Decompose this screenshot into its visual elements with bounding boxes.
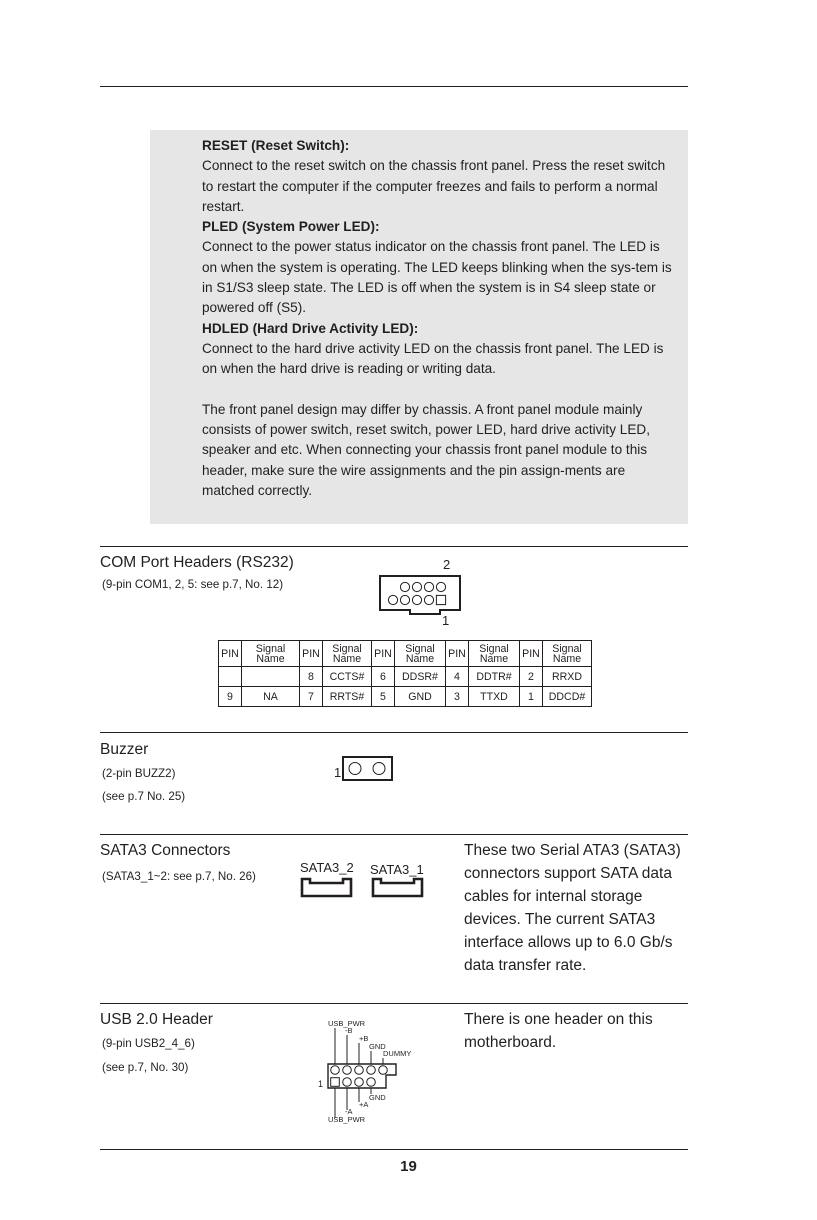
table-row bbox=[219, 667, 592, 687]
com-pin-2-label: 2 bbox=[443, 557, 451, 572]
usb-pin bbox=[343, 1078, 352, 1087]
usb-pin bbox=[355, 1078, 364, 1087]
com-pin bbox=[400, 595, 409, 604]
buzzer-pin bbox=[349, 763, 361, 775]
pin-header: PIN bbox=[520, 641, 543, 667]
table-cell: 2 bbox=[520, 667, 543, 687]
sata-description-line: data transfer rate. bbox=[464, 957, 587, 974]
com-section-subtitle: (9-pin COM1, 2, 5: see p.7, No. 12) bbox=[102, 578, 284, 591]
sata-connectors-diagram bbox=[296, 856, 436, 900]
table-cell: RRTS# bbox=[323, 687, 372, 707]
page-number: 19 bbox=[400, 1158, 417, 1175]
dummy-label: DUMMY bbox=[383, 1049, 412, 1058]
pled-title: PLED (System Power LED): bbox=[202, 219, 380, 235]
sata-description-line: connectors support SATA data bbox=[464, 865, 672, 882]
usb-section-rule bbox=[100, 1003, 688, 1004]
table-cell: GND bbox=[395, 687, 446, 707]
plus-a-label: +A bbox=[359, 1100, 369, 1109]
usb-subtitle-pins: (9-pin USB2_4_6) bbox=[102, 1037, 195, 1050]
usb-pin bbox=[367, 1078, 376, 1087]
buzzer-subtitle-pins: (2-pin BUZZ2) bbox=[102, 767, 176, 780]
top-rule bbox=[100, 86, 688, 87]
sata3-1-label: SATA3_1 bbox=[370, 862, 424, 877]
table-header-row bbox=[219, 641, 592, 667]
usb-subtitle-ref: (see p.7, No. 30) bbox=[102, 1061, 189, 1074]
com-pin-table bbox=[218, 640, 592, 707]
com-pin-1-square bbox=[436, 595, 445, 604]
buzzer-subtitle-ref: (see p.7 No. 25) bbox=[102, 790, 186, 803]
buzzer-pin bbox=[373, 763, 385, 775]
buzzer-section-rule bbox=[100, 732, 688, 733]
signal-header: Signal Name bbox=[469, 641, 520, 667]
table-cell: DDTR# bbox=[469, 667, 520, 687]
front-panel-text bbox=[202, 136, 672, 501]
usb-header-diagram bbox=[316, 1014, 426, 1126]
com-pin bbox=[388, 595, 397, 604]
table-cell: NA bbox=[242, 687, 300, 707]
signal-header: Signal Name bbox=[242, 641, 300, 667]
buzzer-pin-1-label: 1 bbox=[334, 765, 342, 780]
buzzer-section-title: Buzzer bbox=[100, 741, 149, 758]
usb-pin bbox=[343, 1066, 352, 1075]
com-header-diagram bbox=[370, 555, 470, 627]
com-pin bbox=[412, 582, 421, 591]
minus-b-label: -B bbox=[345, 1026, 353, 1035]
table-cell bbox=[242, 667, 300, 687]
com-pin bbox=[412, 595, 421, 604]
sata-section-title: SATA3 Connectors bbox=[100, 842, 231, 859]
table-cell: 7 bbox=[300, 687, 323, 707]
table-row bbox=[219, 687, 592, 707]
com-pin-1-label: 1 bbox=[442, 613, 450, 627]
table-cell: 3 bbox=[446, 687, 469, 707]
paragraph-gap bbox=[202, 380, 672, 400]
table-cell: DDSR# bbox=[395, 667, 446, 687]
sata3-2-connector bbox=[302, 879, 351, 896]
sata-description-line: cables for internal storage bbox=[464, 888, 643, 905]
table-cell: 4 bbox=[446, 667, 469, 687]
reset-description: Connect to the reset switch on the chassis front panel. Press the reset switch to restart the computer if the computer freezes and fails to perform a normal restart. bbox=[202, 158, 666, 214]
table-cell: 1 bbox=[520, 687, 543, 707]
usb-pin bbox=[379, 1066, 388, 1075]
table-cell: DDCD# bbox=[543, 687, 592, 707]
com-section-rule bbox=[100, 546, 688, 547]
hdled-description: Connect to the hard drive activity LED on the chassis front panel. The LED is on when the hard drive is reading or writing data. bbox=[202, 340, 664, 377]
reset-title: RESET (Reset Switch): bbox=[202, 138, 350, 153]
sata-description bbox=[464, 839, 694, 977]
sata3-1-connector bbox=[373, 879, 422, 896]
front-panel-design-note: The front panel design may differ by chassis. A front panel module mainly consists of power switch, reset switch, power LED, hard drive activity LED, speaker and etc. When connecting your chassis front panel module to this header, make sure the wire assignments and the pin assign-ments are matched correctly. bbox=[202, 401, 651, 499]
usb-pin-1-label: 1 bbox=[318, 1079, 324, 1089]
sata3-2-label: SATA3_2 bbox=[300, 860, 354, 875]
pin-header: PIN bbox=[300, 641, 323, 667]
usb-pin-1-square bbox=[331, 1078, 340, 1087]
pled-description: Connect to the power status indicator on the chassis front panel. The LED is on when the system is operating. The LED keeps blinking when the sys-tem is in S1/S3 sleep state. The LED is off when the system is in S4 sleep state or powered off (S5). bbox=[202, 239, 672, 316]
com-pin bbox=[424, 595, 433, 604]
table-cell: TTXD bbox=[469, 687, 520, 707]
usb-pwr-top-label: USB_PWR bbox=[328, 1019, 366, 1028]
table-cell: 8 bbox=[300, 667, 323, 687]
signal-header: Signal Name bbox=[323, 641, 372, 667]
table-cell: 5 bbox=[372, 687, 395, 707]
pin-header: PIN bbox=[446, 641, 469, 667]
gnd-top-label: GND bbox=[369, 1042, 386, 1051]
usb-description-line: There is one header on this bbox=[464, 1011, 653, 1028]
table-cell: RRXD bbox=[543, 667, 592, 687]
com-pin bbox=[436, 582, 445, 591]
usb-description-line: motherboard. bbox=[464, 1034, 557, 1051]
pin-header: PIN bbox=[372, 641, 395, 667]
minus-a-label: -A bbox=[345, 1107, 353, 1116]
com-section-title: COM Port Headers (RS232) bbox=[100, 554, 294, 571]
pin-header: PIN bbox=[219, 641, 242, 667]
sata-section-rule bbox=[100, 834, 688, 835]
hdled-title: HDLED (Hard Drive Activity LED): bbox=[202, 320, 419, 336]
table-cell: 6 bbox=[372, 667, 395, 687]
table-cell bbox=[219, 667, 242, 687]
usb-pwr-bottom-label: USB_PWR bbox=[328, 1115, 366, 1124]
usb-pin bbox=[331, 1066, 340, 1075]
signal-header: Signal Name bbox=[543, 641, 592, 667]
buzzer-header-diagram bbox=[330, 754, 396, 784]
sata-description-line: devices. The current SATA3 bbox=[464, 911, 656, 928]
usb-section-title: USB 2.0 Header bbox=[100, 1011, 213, 1028]
sata-description-line: These two Serial ATA3 (SATA3) bbox=[464, 842, 681, 859]
sata-section-subtitle: (SATA3_1~2: see p.7, No. 26) bbox=[102, 870, 256, 883]
com-pin bbox=[400, 582, 409, 591]
plus-b-label: +B bbox=[359, 1034, 369, 1043]
usb-pin bbox=[355, 1066, 364, 1075]
bottom-rule bbox=[100, 1149, 688, 1150]
usb-description bbox=[464, 1008, 694, 1054]
com-pin bbox=[424, 582, 433, 591]
table-cell: CCTS# bbox=[323, 667, 372, 687]
table-cell: 9 bbox=[219, 687, 242, 707]
signal-header: Signal Name bbox=[395, 641, 446, 667]
usb-pin bbox=[367, 1066, 376, 1075]
sata-description-line: interface allows up to 6.0 Gb/s bbox=[464, 934, 673, 951]
gnd-bottom-label: GND bbox=[369, 1093, 386, 1102]
